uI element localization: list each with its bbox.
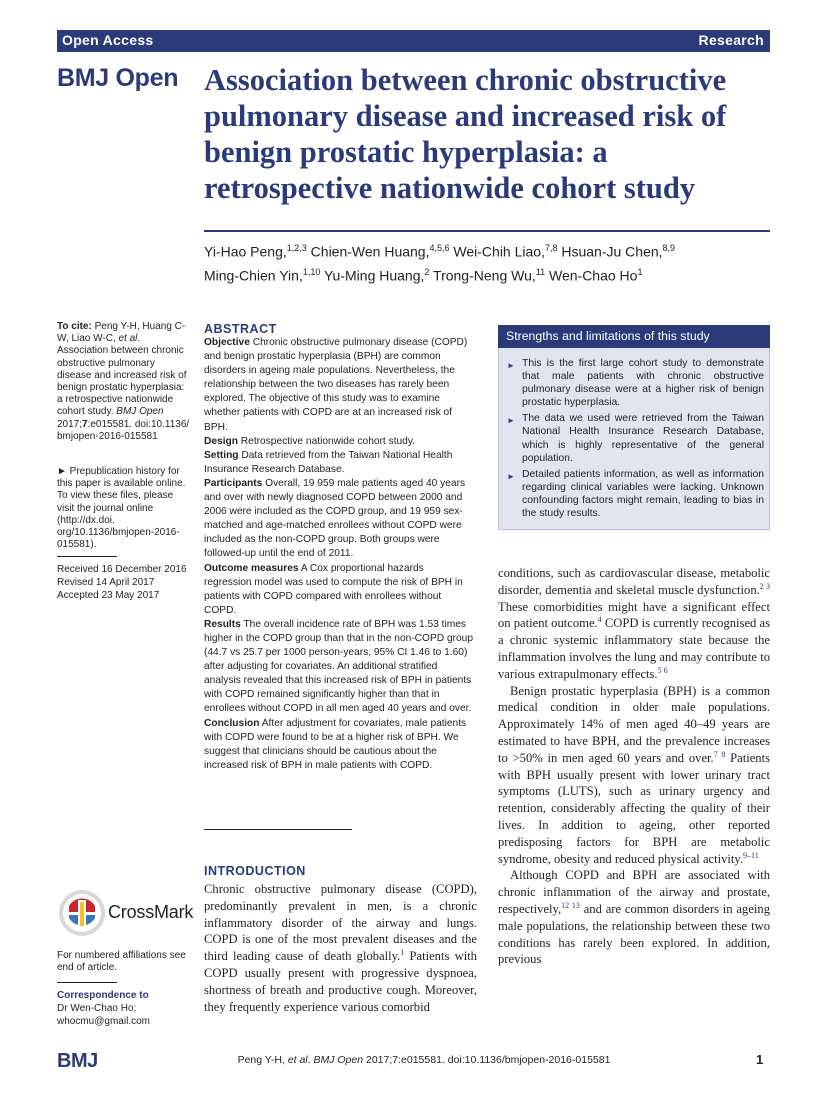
crossmark-label: CrossMark [108, 902, 194, 922]
article-title: Association between chronic obstructive pulmonary disease and increased risk of benign prostatic hyperplasia: a retrospective nationwide cohort study [204, 63, 727, 205]
introduction-left-column: Chronic obstructive pulmonary disease (COPD), predominantly prevalent in men, is a chronic inflammatory disorder of the airway and lungs. COPD is one of the most prevalent diseases and the third leading cause of death globally.$^1$ Patients with COPD usually present with progressive dyspnoea, shortness of breath and productive cough. Moreover, they frequently experience various comorbid [204, 882, 477, 1014]
abstract-outcome: Outcome measures A Cox proportional hazards regression model was used to compute the risk of BPH in patients with COPD compared with enrollees without COPD. [204, 562, 463, 616]
strengths-heading: Strengths and limitations of this study [498, 325, 770, 348]
received-date: Received 16 December 2016 [57, 564, 187, 575]
page-number: 1 [756, 1052, 764, 1067]
abstract-divider [204, 829, 352, 830]
correspondence-label: Correspondence to [57, 990, 149, 1001]
footer-bmj-logo[interactable]: BMJ [57, 1050, 98, 1072]
list-item: ► This is the first large cohort study to demonstrate that male patients with chronic obstructive pulmonary disease were at a higher risk of benign prostatic hyperplasia. [507, 358, 764, 409]
affiliation-note: For numbered affiliations see end of article. [57, 950, 186, 974]
sidebar-divider-2 [57, 982, 117, 983]
abstract-body [204, 336, 474, 773]
abstract-setting: Setting Data retrieved from the Taiwan National Health Insurance Research Database. [204, 449, 453, 475]
header-bar [57, 30, 770, 52]
prepublication-note[interactable]: ► Prepublication history for this paper is available online. To view these files, please visit the journal online (http://dx.doi. org/10.1136/bmjopen-2016- 015581). [57, 466, 186, 551]
bullet-triangle-icon: ► [507, 471, 515, 481]
revised-date: Revised 14 April 2017 [57, 577, 155, 588]
title-divider [204, 230, 770, 232]
bullet-triangle-icon: ► [507, 361, 515, 370]
abstract-design: Design Retrospective nationwide cohort study. [204, 435, 416, 447]
sidebar-divider [57, 556, 117, 557]
strengths-list [506, 357, 764, 523]
accepted-date: Accepted 23 May 2017 [57, 590, 160, 601]
bullet-triangle-icon: ► [507, 416, 515, 426]
abstract-objective: Objective Chronic obstructive pulmonary disease (COPD) and benign prostatic hyperplasia (BPH) are common disorders in ageing male populations. Nevertheless, the relationship between the two diseases has rarely been explored. The objective of this study was to examine whether patients with COPD are at an increased risk of BPH. [204, 337, 468, 433]
abstract-conclusion: Conclusion After adjustment for covariates, male patients with COPD were found to be at a higher risk of BPH. We suggest that clinicians should be cautious about the increased risk of BPH in male patients with COPD. [204, 717, 467, 771]
introduction-right-column: conditions, such as cardiovascular disease, metabolic disorder, dementia and skeletal muscle dysfunction.$^{2 3}$ These comorbidities might have a significant effect on patient outcome.$^4$ COPD is currently recognised as a chronic systemic inflammatory state because the inflammation involves the lung and may contribute to various extrapulmonary effects.$^{5 6}$ Benign prostatic hyperplasia (BPH) is a common medical condition in older male populations. Approximately 14% of men aged 40–49 years are estimated to have BPH, and the prevalence increases to >50% in men aged 60 years and over.$^{7 8}$ Patients with BPH usually present with lower urinary tract symptoms (LUTS), such as urinary urgency and retention, considerably affecting the quality of their lives. In addition to ageing, other reported predisposing factors for BPH are metabolic syndrome, obesity and reduced physical activity.$^{9-11}$ Although COPD and BPH are associated with chronic inflammation of the airway and prostate, respectively,$^{12 13}$ and are common disorders in ageing male populations, the relationship between these two conditions has rarely been explored. In addition, previous [498, 566, 771, 967]
article-type-label: Research [698, 32, 764, 48]
correspondence-email[interactable]: whocmu@gmail.com [57, 1016, 150, 1027]
list-item: ► Detailed patients information, as well as information regarding clinical variables were lacking. Unknown confounding factors might remain, leading to bias in the study results. [507, 468, 764, 520]
crossmark-icon [57, 888, 107, 938]
abstract-results: Results The overall incidence rate of BPH was 1.53 times higher in the COPD group than that in the non-COPD group (44.7 vs 25.7 per 1000 person-years, 95% CI 1.46 to 1.60) after adjusting for covariates. An additional stratified analysis revealed that this increased risk of BPH in patients with COPD remained significantly higher than that in enrollees without COPD in all men aged 40 years and over. [204, 618, 473, 715]
correspondence-name: Dr Wen-Chao Ho; [57, 1003, 137, 1014]
abstract-participants: Participants Overall, 19 959 male patients aged 40 years and over with newly diagnosed COPD between 2000 and 2006 were included as the COPD group, and 19 959 sex-matched and age-matched enrollees without COPD were included as the non-COPD group. Both groups were followed-up until the end of 2011. [204, 477, 466, 560]
footer-citation: Peng Y-H, et al. BMJ Open 2017;7:e015581. doi:10.1136/bmjopen-2016-015581 [237, 1054, 611, 1066]
list-item: ► The data we used were retrieved from the Taiwan National Health Insurance Research Database, which is highly representative of the general population. [507, 413, 764, 464]
introduction-heading: INTRODUCTION [204, 864, 306, 878]
journal-logo[interactable]: BMJ Open [57, 64, 179, 92]
open-access-label: Open Access [62, 32, 154, 48]
citation-block: To cite: Peng Y-H, Huang C-W, Liao W-C, et al. Association between chronic obstructive pulmonary disease and increased risk of benign prostatic hyperplasia: a retrospective nationwide cohort study. BMJ Open 2017;7:e015581. doi:10.1136/ bmjopen-2016-015581 [57, 321, 190, 442]
author-list: Yi-Hao Peng,$^{1,2,3}$ Chien-Wen Huang,$^{4,5,6}$ Wei-Chih Liao,$^{7,8}$ Hsuan-Ju Chen,$^{8,9}$ Ming-Chien Yin,$^{1,10}$ Yu-Ming Huang,$^2$ Trong-Neng Wu,$^{11}$ Wen-Chao Ho$^1$ [204, 243, 676, 284]
abstract-heading: ABSTRACT [204, 322, 277, 336]
